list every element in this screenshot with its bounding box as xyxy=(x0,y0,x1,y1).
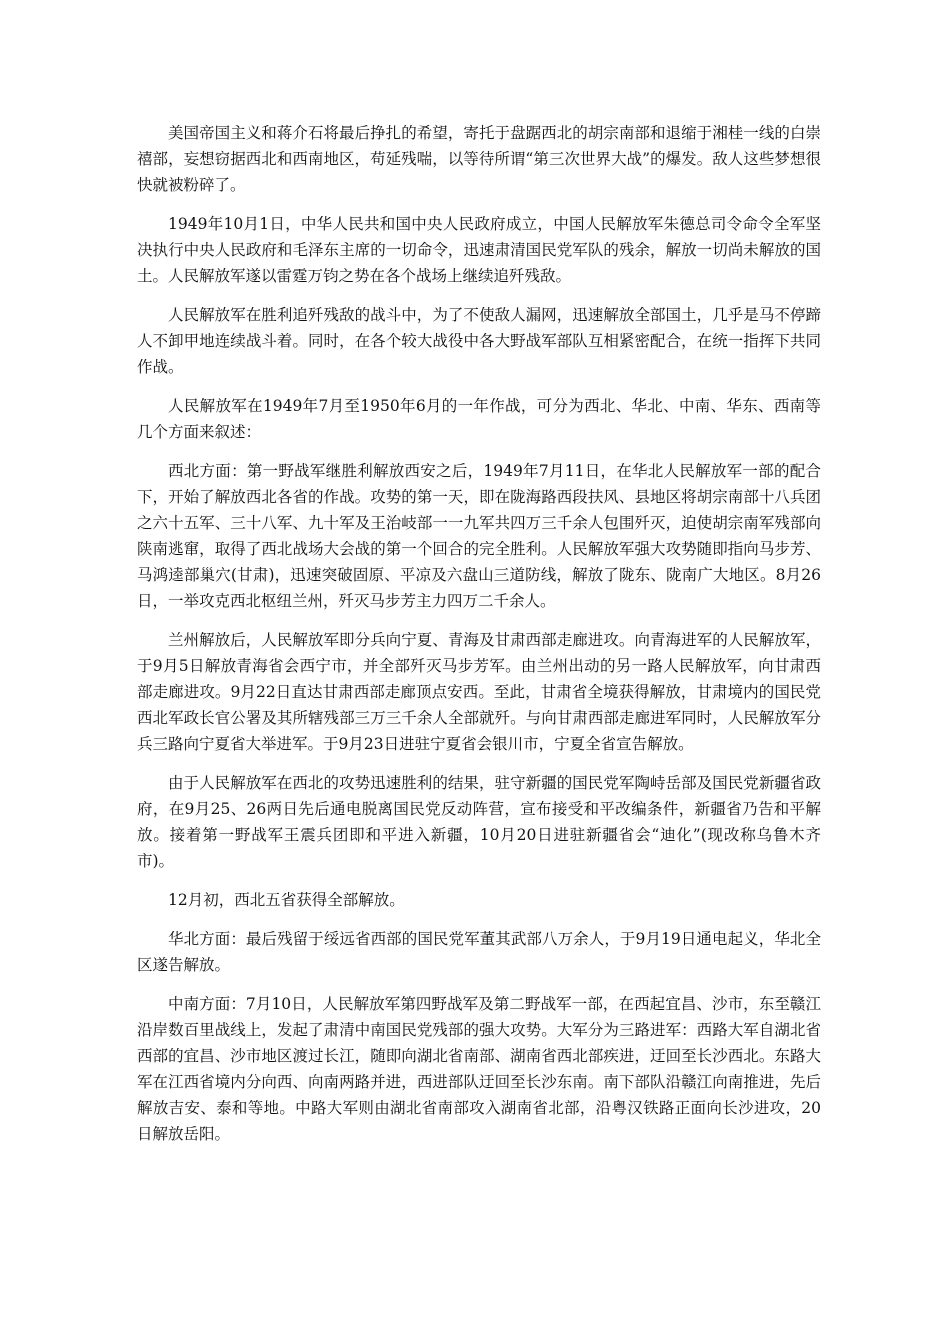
paragraph-8: 12月初，西北五省获得全部解放。 xyxy=(168,891,405,909)
paragraph-2: 1949年10月1日，中华人民共和国中央人民政府成立，中国人民解放军朱德总司令命令全军坚决执行中央人民政府和毛泽东主席的一切命令，迅速肃清国民党军队的残余，解放一切尚未解放的国土。人民解放军遂以雷霆万钧之势在各个战场上继续追歼残敌。 xyxy=(137,215,821,285)
paragraph-4: 人民解放军在1949年7月至1950年6月的一年作战，可分为西北、华北、中南、华东、西南等几个方面来叙述： xyxy=(137,397,821,441)
paragraph-10: 中南方面：7月10日，人民解放军第四野战军及第二野战军一部，在西起宜昌、沙市，东至赣江沿岸数百里战线上，发起了肃清中南国民党残部的强大攻势。大军分为三路进军：西路大军自湖北省西部的宜昌、沙市地区渡过长江，随即向湖北省南部、湖南省西北部疾进，迂回至长沙西北。东路大军在江西省境内分向西、向南两路并进，西进部队迂回至长沙东南。南下部队沿赣江向南推进，先后解放吉安、泰和等地。中路大军则由湖北省南部攻入湖南省北部，沿粤汉铁路正面向长沙进攻，20日解放岳阳。 xyxy=(137,995,821,1143)
paragraph-9: 华北方面：最后残留于绥远省西部的国民党军董其武部八万余人，于9月19日通电起义，华北全区遂告解放。 xyxy=(137,930,821,974)
paragraph-3: 人民解放军在胜利追歼残敌的战斗中，为了不使敌人漏网，迅速解放全部国土，几乎是马不停蹄人不卸甲地连续战斗着。同时，在各个较大战役中各大野战军部队互相紧密配合，在统一指挥下共同作战。 xyxy=(137,306,821,376)
paragraph-6: 兰州解放后，人民解放军即分兵向宁夏、青海及甘肃西部走廊进攻。向青海进军的人民解放军，于9月5日解放青海省会西宁市，并全部歼灭马步芳军。由兰州出动的另一路人民解放军，向甘肃西部走廊进攻。9月22日直达甘肃西部走廊顶点安西。至此，甘肃省全境获得解放，甘肃境内的国民党西北军政长官公署及其所辖残部三万三千余人全部就歼。与向甘肃西部走廊进军同时，人民解放军分兵三路向宁夏省大举进军。于9月23日进驻宁夏省会银川市，宁夏全省宣告解放。 xyxy=(137,631,821,753)
paragraph-1: 美国帝国主义和蒋介石将最后挣扎的希望，寄托于盘踞西北的胡宗南部和退缩于湘桂一线的白崇禧部，妄想窃据西北和西南地区，苟延残喘，以等待所谓“第三次世界大战”的爆发。敌人这些梦想很快就被粉碎了。 xyxy=(137,124,821,194)
document-body xyxy=(137,120,821,1160)
paragraph-5: 西北方面：第一野战军继胜利解放西安之后，1949年7月11日，在华北人民解放军一部的配合下，开始了解放西北各省的作战。攻势的第一天，即在陇海路西段扶风、县地区将胡宗南部十八兵团之六十五军、三十八军、九十军及王治岐部一一九军共四万三千余人包围歼灭，迫使胡宗南军残部向陕南逃窜，取得了西北战场大会战的第一个回合的完全胜利。人民解放军强大攻势随即指向马步芳、马鸿逵部巢穴(甘肃)，迅速突破固原、平凉及六盘山三道防线，解放了陇东、陇南广大地区。8月26日，一举攻克西北枢纽兰州，歼灭马步芳主力四万二千余人。 xyxy=(137,462,821,610)
paragraph-7: 由于人民解放军在西北的攻势迅速胜利的结果，驻守新疆的国民党军陶峙岳部及国民党新疆省政府，在9月25、26两日先后通电脱离国民党反动阵营，宣布接受和平改编条件，新疆省乃告和平解放。接着第一野战军王震兵团即和平进入新疆，10月20日进驻新疆省会“迪化”(现改称乌鲁木齐市)。 xyxy=(137,774,821,870)
